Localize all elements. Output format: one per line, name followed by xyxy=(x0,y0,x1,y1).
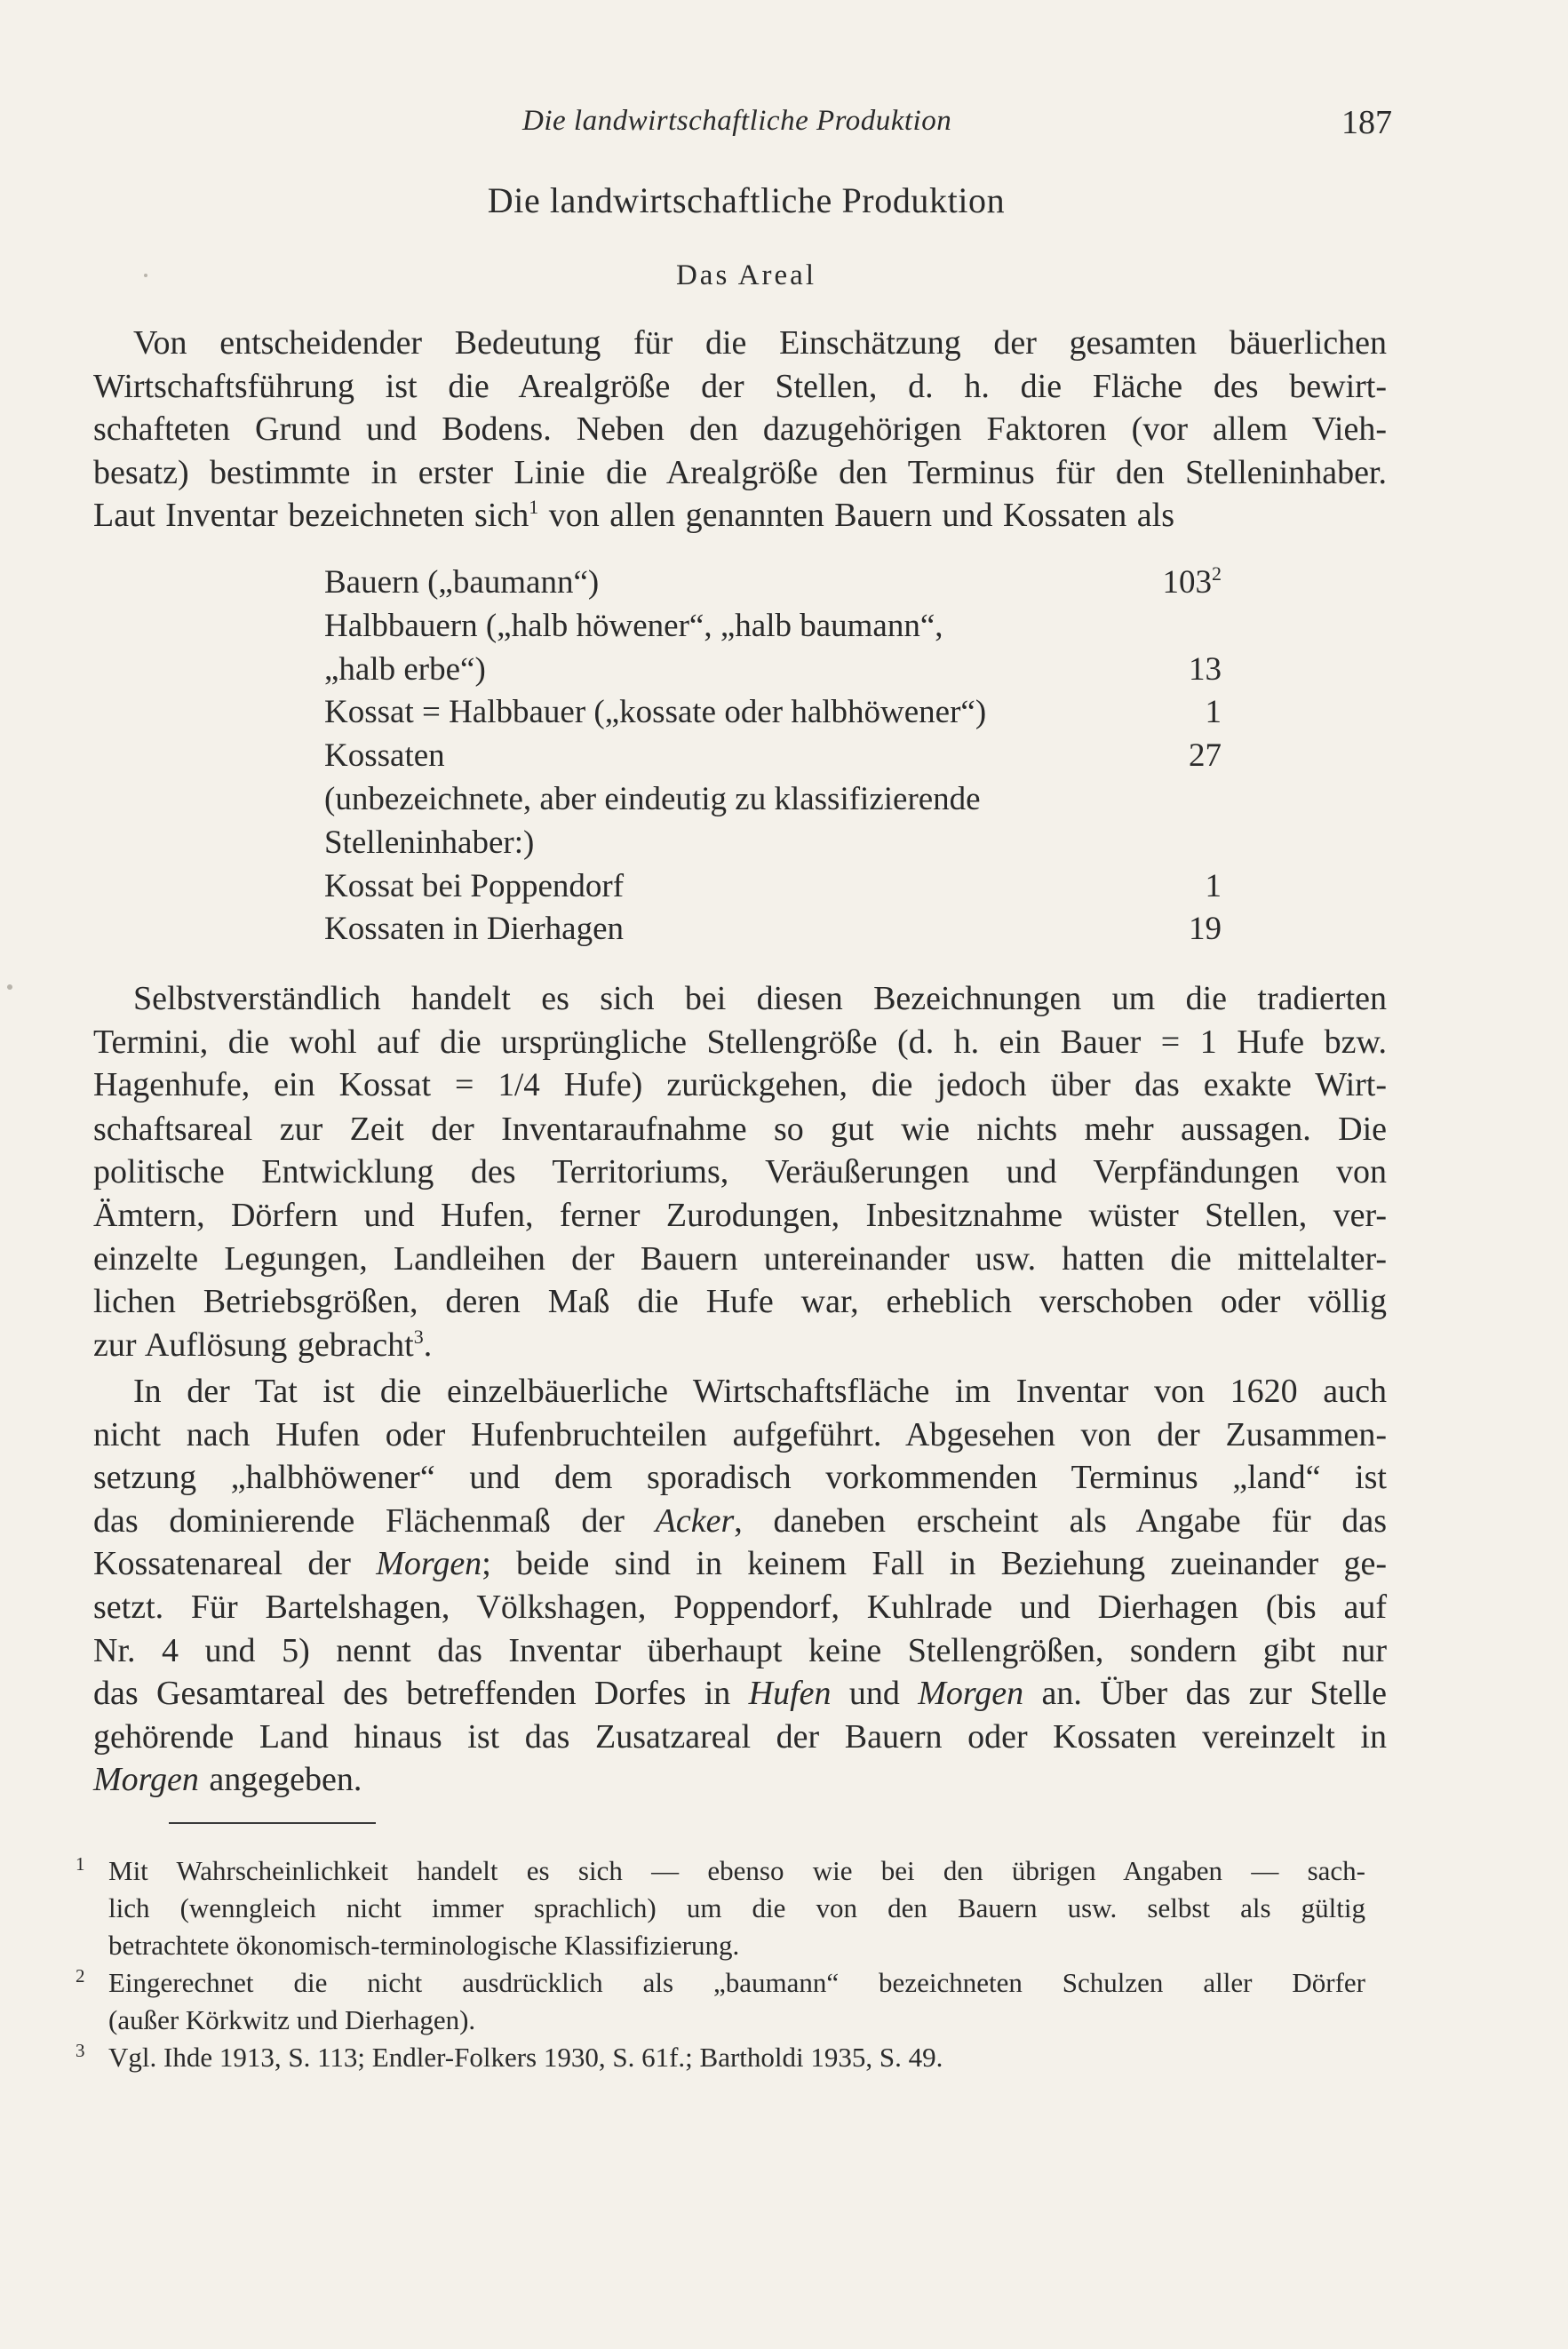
footnote-number: 3 xyxy=(76,2040,85,2061)
list-item-value: 1 xyxy=(1205,694,1222,731)
italic-term: Morgen xyxy=(93,1761,199,1799)
list-item xyxy=(324,735,1222,778)
footnote-ref: 3 xyxy=(413,1325,424,1348)
list-item-label: (unbezeichnete, aber eindeutig zu klassifizierende xyxy=(324,780,981,817)
text-line: gehörende Land hinaus ist das Zusatzareal der Bauern oder Kossaten vereinzelt in xyxy=(93,1717,1387,1756)
text-fragment: Laut Inventar bezeichneten sich xyxy=(93,497,529,535)
list-item xyxy=(324,908,1222,952)
text-line xyxy=(93,494,1387,537)
text-line: Selbstverständlich handelt es sich bei diesen Bezeichnungen um die tradierten xyxy=(133,980,1387,1017)
paper-speck xyxy=(7,984,12,990)
text-fragment: angegeben. xyxy=(198,1761,362,1799)
footnote-number: 1 xyxy=(76,1853,85,1875)
footnote-line: Eingerechnet die nicht ausdrücklich als „baumann“ bezeichneten Schulzen aller Dörfer xyxy=(108,1967,1365,1998)
text-line xyxy=(93,1672,1387,1716)
text-line: Termini, die wohl auf die ursprüngliche Stellengröße (d. h. ein Bauer = 1 Hufe bzw. xyxy=(93,1023,1387,1061)
text-fragment: Hufe) zurückgehen, die jedoch über das exakte Wirt- xyxy=(539,1066,1387,1104)
text-line xyxy=(93,1063,1387,1108)
italic-term: Morgen xyxy=(376,1545,482,1583)
text-fragment: , daneben erscheint als Angabe für das xyxy=(734,1501,1387,1540)
section-title: Das Areal xyxy=(675,259,817,291)
paragraph-intro xyxy=(93,322,1387,537)
page-number: 187 xyxy=(1341,104,1392,141)
text-line xyxy=(93,1500,1387,1543)
list-item xyxy=(324,605,1222,649)
footnote-ref: 1 xyxy=(529,496,539,519)
text-line: besatz) bestimmte in erster Linie die Arealgröße den Terminus für den Stelleninhaber. xyxy=(93,453,1387,491)
italic-term: Morgen xyxy=(918,1675,1024,1713)
text-fragment: ; beide sind in keinem Fall in Beziehung zueinander ge- xyxy=(482,1545,1387,1583)
list-item-label: Halbbauern („halb höwener“, „halb baumann“, xyxy=(324,607,943,644)
footnote-line: Vgl. Ihde 1913, S. 113; Endler-Folkers 1930, S. 61f.; Bartholdi 1935, S. 49. xyxy=(108,2042,943,2073)
chapter-title: Die landwirtschaftliche Produktion xyxy=(487,180,1006,220)
text-line xyxy=(93,1542,1387,1586)
list-item-value: 1 xyxy=(1205,867,1222,904)
list-item xyxy=(324,822,1222,865)
footnotes xyxy=(76,1852,1365,2076)
footnote-line: lich (wenngleich nicht immer sprachlich) um die von den Bauern usw. selbst als gültig xyxy=(108,1892,1365,1923)
footnote-number: 2 xyxy=(76,1965,85,1987)
running-title: Die landwirtschaftliche Produktion xyxy=(522,105,952,137)
text-fragment: und xyxy=(831,1675,919,1713)
text-line: politische Entwicklung des Territoriums, Veräußerungen und Verpfändungen von xyxy=(93,1153,1387,1191)
text-fragment: das dominierende Flächenmaß der xyxy=(93,1501,656,1540)
list-item xyxy=(324,561,1222,605)
italic-term: Hufen xyxy=(748,1675,832,1713)
text-fragment: Kossatenareal der xyxy=(93,1545,377,1583)
list-item-label: Stelleninhaber:) xyxy=(324,824,535,861)
list-item xyxy=(324,865,1222,909)
list-item-label: Kossat bei Poppendorf xyxy=(324,867,625,904)
list-item-value: 13 xyxy=(1189,650,1222,688)
paragraph-inventory xyxy=(93,1370,1387,1802)
footnote-line: (außer Körkwitz und Dierhagen). xyxy=(108,2004,476,2035)
text-fragment: an. Über das zur Stelle xyxy=(1023,1675,1388,1713)
text-line: nicht nach Hufen oder Hufenbruchteilen aufgeführt. Abgesehen von der Zusammen- xyxy=(93,1415,1387,1453)
running-head xyxy=(0,105,1568,149)
text-fragment: zur Auflösung gebracht xyxy=(93,1326,414,1364)
list-item xyxy=(324,691,1222,735)
text-line: einzelte Legungen, Landleihen der Bauern untereinander usw. hatten die mittelalter- xyxy=(93,1239,1387,1278)
list-item-value xyxy=(1124,561,1222,605)
text-line: schaftsareal zur Zeit der Inventaraufnahme so gut wie nichts mehr aussagen. Die xyxy=(93,1110,1387,1148)
footnote-line: Mit Wahrscheinlichkeit handelt es sich — ebenso wie bei den übrigen Angaben — sach- xyxy=(108,1855,1365,1886)
footnote xyxy=(76,1964,1365,2039)
list-item-label: „halb erbe“) xyxy=(324,650,486,688)
list-item xyxy=(324,649,1222,692)
classification-list xyxy=(324,561,1222,952)
paper-speck xyxy=(144,274,147,277)
text-line: Wirtschaftsführung ist die Arealgröße der Stellen, d. h. die Fläche des bewirt- xyxy=(93,367,1387,405)
list-item-value: 27 xyxy=(1189,737,1222,775)
fraction: 1/4 xyxy=(497,1067,540,1104)
text-line: setzt. Für Bartelshagen, Völkshagen, Poppendorf, Kuhlrade und Dierhagen (bis auf xyxy=(93,1588,1387,1626)
text-fragment: Hagenhufe, ein Kossat = xyxy=(93,1066,498,1104)
footnote-divider xyxy=(169,1822,376,1824)
list-item-label: Kossat = Halbbauer („kossate oder halbhöwener“) xyxy=(324,694,987,731)
list-item-label: Kossaten xyxy=(324,737,445,775)
value-number: 103 xyxy=(1162,564,1212,601)
paragraph-terminology xyxy=(93,977,1387,1366)
text-line: setzung „halbhöwener“ und dem sporadisch vorkommenden Terminus „land“ ist xyxy=(93,1459,1387,1497)
list-item-label: Kossaten in Dierhagen xyxy=(324,911,625,948)
text-line: Ämtern, Dörfern und Hufen, ferner Zurodungen, Inbesitznahme wüster Stellen, ver- xyxy=(93,1196,1387,1234)
italic-term: Acker xyxy=(655,1501,735,1540)
text-line: Nr. 4 und 5) nennt das Inventar überhaupt keine Stellengrößen, sondern gibt nur xyxy=(93,1631,1387,1669)
text-fragment: das Gesamtareal des betreffenden Dorfes in xyxy=(93,1675,749,1713)
list-item xyxy=(324,778,1222,822)
text-fragment: von allen genannten Bauern und Kossaten als xyxy=(538,497,1175,535)
list-item-value: 19 xyxy=(1189,911,1222,948)
text-line xyxy=(93,1758,1387,1802)
text-line: schafteten Grund und Bodens. Neben den dazugehörigen Faktoren (vor allem Vieh- xyxy=(93,410,1387,449)
list-item-label: Bauern („baumann“) xyxy=(324,564,600,601)
footnote xyxy=(76,1852,1365,1964)
text-line: lichen Betriebsgrößen, deren Maß die Hufe war, erheblich verschoben oder völlig xyxy=(93,1283,1387,1321)
text-line: In der Tat ist die einzelbäuerliche Wirtschaftsfläche im Inventar von 1620 auch xyxy=(133,1373,1387,1410)
text-line xyxy=(93,1324,1387,1367)
footnote-line: betrachtete ökonomisch-terminologische Klassifizierung. xyxy=(108,1930,740,1961)
text-fragment: . xyxy=(423,1326,433,1364)
text-line: Von entscheidender Bedeutung für die Einschätzung der gesamten bäuerlichen xyxy=(133,324,1387,362)
footnote-ref: 2 xyxy=(1212,562,1222,585)
footnote xyxy=(76,2039,1365,2076)
